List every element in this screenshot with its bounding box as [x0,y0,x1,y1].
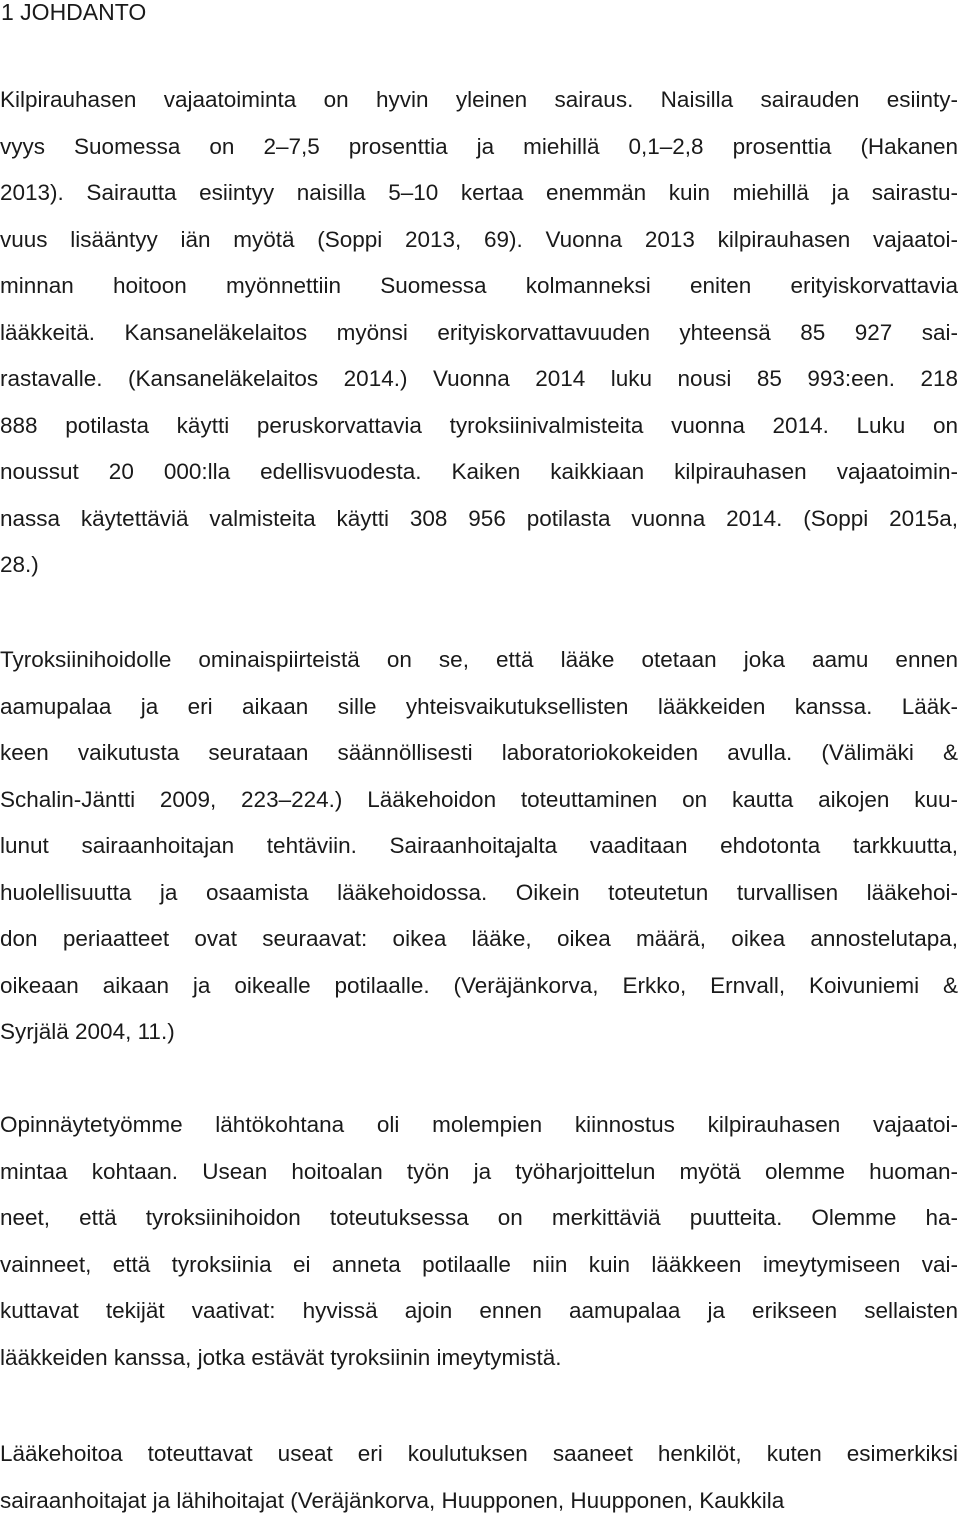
paragraph-line: lunut sairaanhoitajan tehtäviin. Sairaanhoitajalta vaaditaan ehdotonta tarkkuutta, [0,823,958,870]
paragraph-3 [0,1102,958,1381]
paragraph-line: Schalin-Jäntti 2009, 223–224.) Lääkehoidon toteuttaminen on kautta aikojen kuu- [0,777,958,824]
paragraph-line: keen vaikutusta seurataan säännöllisesti laboratoriokokeiden avulla. (Välimäki & [0,730,958,777]
paragraph-line: Opinnäytetyömme lähtökohtana oli molempien kiinnostus kilpirauhasen vajaatoi- [0,1102,958,1149]
paragraph-line: kuttavat tekijät vaativat: hyvissä ajoin ennen aamupalaa ja erikseen sellaisten [0,1288,958,1335]
paragraph-line: lääkkeitä. Kansaneläkelaitos myönsi erityiskorvattavuuden yhteensä 85 927 sai- [0,310,958,357]
paragraph-4 [0,1431,958,1524]
paragraph-2 [0,637,958,1056]
paragraph-line: noussut 20 000:lla edellisvuodesta. Kaiken kaikkiaan kilpirauhasen vajaatoimin- [0,449,958,496]
paragraph-line: minnan hoitoon myönnettiin Suomessa kolmanneksi eniten erityiskorvattavia [0,263,958,310]
paragraph-1 [0,77,958,589]
paragraph-line: Kilpirauhasen vajaatoiminta on hyvin yleinen sairaus. Naisilla sairauden esiinty- [0,77,958,124]
paragraph-line: mintaa kohtaan. Usean hoitoalan työn ja työharjoittelun myötä olemme huoman- [0,1149,958,1196]
paragraph-line: vuus lisääntyy iän myötä (Soppi 2013, 69). Vuonna 2013 kilpirauhasen vajaatoi- [0,217,958,264]
paragraph-line: don periaatteet ovat seuraavat: oikea lääke, oikea määrä, oikea annostelutapa, [0,916,958,963]
paragraph-line: nassa käytettäviä valmisteita käytti 308 956 potilasta vuonna 2014. (Soppi 2015a, [0,496,958,543]
chapter-heading: 1 JOHDANTO [1,0,146,32]
paragraph-line: Tyroksiinihoidolle ominaispiirteistä on se, että lääke otetaan joka aamu ennen [0,637,958,684]
paragraph-line: 2013). Sairautta esiintyy naisilla 5–10 kertaa enemmän kuin miehillä ja sairastu- [0,170,958,217]
paragraph-line: lääkkeiden kanssa, jotka estävät tyroksiinin imeytymistä. [0,1335,958,1382]
paragraph-line: neet, että tyroksiinihoidon toteutuksessa on merkittäviä puutteita. Olemme ha- [0,1195,958,1242]
paragraph-line: sairaanhoitajat ja lähihoitajat (Veräjänkorva, Huupponen, Huupponen, Kaukkila [0,1478,958,1524]
paragraph-line: oikeaan aikaan ja oikealle potilaalle. (Veräjänkorva, Erkko, Ernvall, Koivuniemi & [0,963,958,1010]
paragraph-line: 888 potilasta käytti peruskorvattavia tyroksiinivalmisteita vuonna 2014. Luku on [0,403,958,450]
paragraph-line: Syrjälä 2004, 11.) [0,1009,958,1056]
paragraph-line: 28.) [0,542,958,589]
paragraph-line: vyys Suomessa on 2–7,5 prosenttia ja miehillä 0,1–2,8 prosenttia (Hakanen [0,124,958,171]
paragraph-line: Lääkehoitoa toteuttavat useat eri koulutuksen saaneet henkilöt, kuten esimerkiksi [0,1431,958,1478]
paragraph-line: aamupalaa ja eri aikaan sille yhteisvaikutuksellisten lääkkeiden kanssa. Lääk- [0,684,958,731]
paragraph-line: vainneet, että tyroksiinia ei anneta potilaalle niin kuin lääkkeen imeytymiseen vai- [0,1242,958,1289]
paragraph-line: rastavalle. (Kansaneläkelaitos 2014.) Vuonna 2014 luku nousi 85 993:een. 218 [0,356,958,403]
paragraph-line: huolellisuutta ja osaamista lääkehoidossa. Oikein toteutetun turvallisen lääkehoi- [0,870,958,917]
